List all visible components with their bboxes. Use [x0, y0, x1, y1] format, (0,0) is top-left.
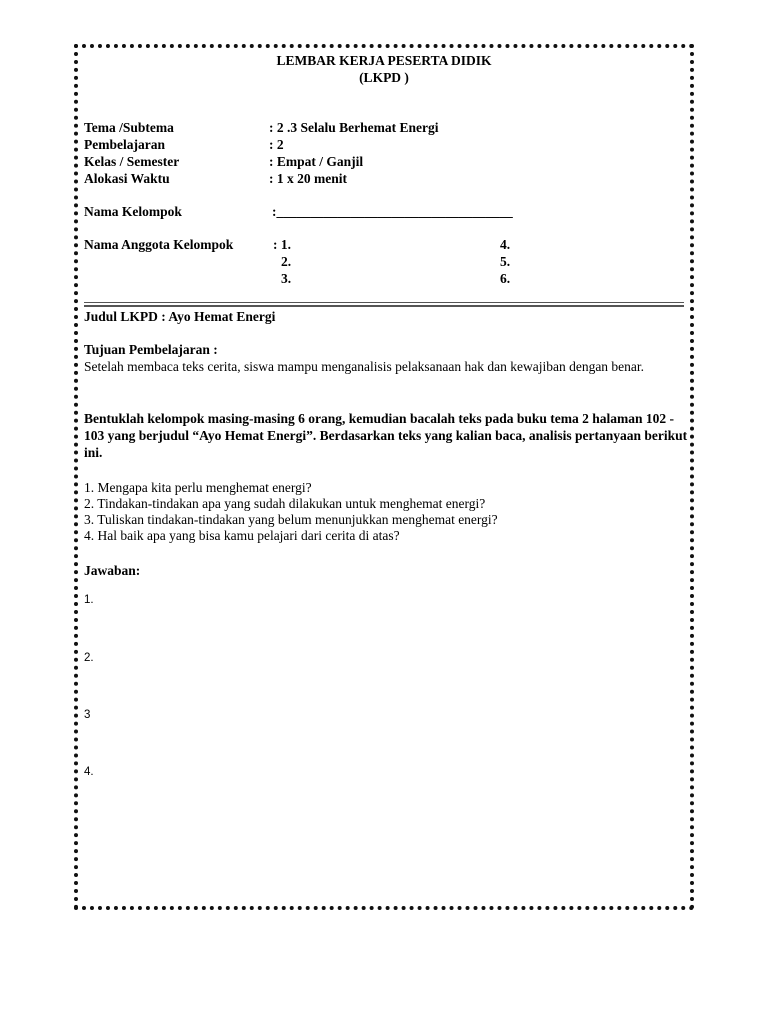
info-value-pembelajaran: : 2 — [269, 137, 284, 152]
info-value-kelas: : Empat / Ganjil — [269, 154, 364, 169]
member-1: : 1. — [273, 237, 291, 252]
info-label-pembelajaran: Pembelajaran — [84, 137, 165, 152]
tujuan-heading: Tujuan Pembelajaran : — [84, 342, 218, 357]
answer-2: 2. — [84, 652, 94, 664]
group-name-blank: :___________________________________ — [272, 204, 513, 219]
group-name-label: Nama Kelompok — [84, 204, 182, 219]
question-1: 1. Mengapa kita perlu menghemat energi? — [84, 480, 312, 495]
answers-heading: Jawaban: — [84, 563, 141, 578]
info-label-alokasi: Alokasi Waktu — [84, 171, 170, 186]
instruction-text: Bentuklah kelompok masing-masing 6 orang, kemudian bacalah teks pada buku tema 2 halaman 102 - 103 yang berjudul “Ayo Hemat Energi”. Berdasarkan teks yang kalian baca, analisis pertanyaan berikut ini. — [84, 411, 688, 460]
group-members-label: Nama Anggota Kelompok — [84, 237, 234, 252]
info-value-alokasi: : 1 x 20 menit — [269, 171, 347, 186]
info-value-tema: : 2 .3 Selalu Berhemat Energi — [269, 120, 439, 135]
answer-4: 4. — [84, 766, 94, 778]
question-4: 4. Hal baik apa yang bisa kamu pelajari dari cerita di atas? — [84, 528, 400, 543]
answer-1: 1. — [84, 594, 94, 606]
member-3: 3. — [281, 271, 292, 286]
judul-lkpd: Judul LKPD : Ayo Hemat Energi — [84, 309, 276, 324]
member-5: 5. — [500, 254, 511, 269]
answer-3: 3 — [84, 709, 91, 721]
member-2: 2. — [281, 254, 292, 269]
info-label-kelas: Kelas / Semester — [84, 154, 180, 169]
info-label-tema: Tema /Subtema — [84, 120, 174, 135]
divider-top — [84, 302, 684, 303]
question-3: 3. Tuliskan tindakan-tindakan yang belum menunjukkan menghemat energi? — [84, 512, 498, 527]
member-4: 4. — [500, 237, 511, 252]
question-2: 2. Tindakan-tindakan apa yang sudah dilakukan untuk menghemat energi? — [84, 496, 486, 511]
member-6: 6. — [500, 271, 511, 286]
tujuan-text: Setelah membaca teks cerita, siswa mampu menganalisis pelaksanaan hak dan kewajiban dengan benar. — [84, 359, 645, 374]
divider-bottom — [84, 305, 684, 307]
document-subtitle: (LKPD ) — [359, 70, 409, 85]
document-title: LEMBAR KERJA PESERTA DIDIK — [276, 53, 492, 68]
